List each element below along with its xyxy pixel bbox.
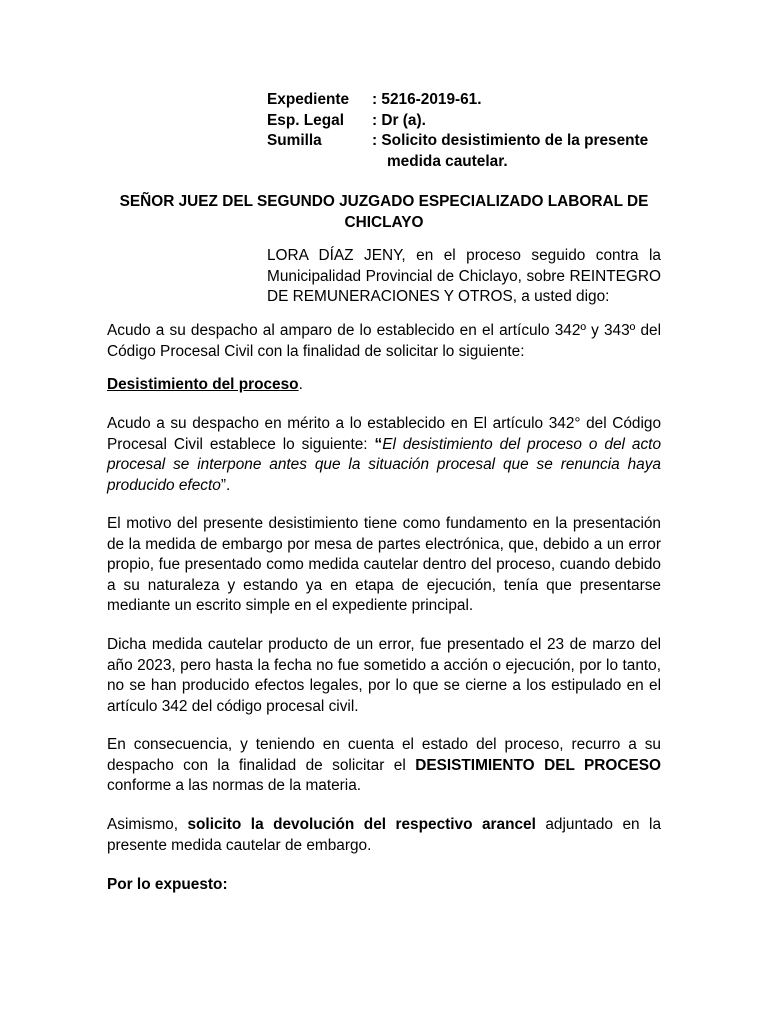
paragraph-6 [107,815,661,856]
paragraph-4 [107,635,661,717]
header-value: : Dr (a). [372,111,426,129]
closing-line [107,875,661,896]
paragraph-2 [107,414,661,496]
paragraph-5 [107,735,661,797]
paragraph-text: Acudo a su despacho en mérito a lo establecido en El artículo 342° del Código Procesal Civil establece lo siguiente: [107,415,661,453]
header-value-continuation: medida cautelar. [387,152,508,170]
paragraph-text: El motivo del presente desistimiento tiene como fundamento en la presentación de la medida de embargo por mesa de partes electrónica, que, debido a un error propio, fue presentado como medida cautelar dentro del proceso, cuando debido a su naturaleza y estando ya en etapa de ejecución, tenía que presentarse mediante un escrito simple en el expediente principal. [107,515,661,614]
header-value: : 5216-2019-61. [372,91,482,108]
paragraph-text: conforme a las normas de la materia. [107,777,362,794]
header-row-expediente [267,90,667,111]
paragraph-text: Acudo a su despacho al amparo de lo establecido en el artículo 342º y 343º del Código Procesal Civil con la finalidad de solicitar lo siguiente: [107,322,661,360]
bold-request: DESISTIMIENTO DEL PROCESO [415,756,661,774]
header-label: Sumilla [267,132,322,149]
paragraph-text: En consecuencia, y teniendo en cuenta el estado del proceso, recurro a su despacho con la finalidad de solicitar el [107,736,661,774]
paragraph-text: adjuntado en la presente medida cautelar de embargo. [107,816,662,854]
quote-close: ”. [220,476,231,494]
header-label: Esp. Legal [267,111,344,129]
section-heading-tail: . [298,376,303,393]
quote-open: “ [374,435,383,453]
case-header [267,90,667,172]
document-title: SEÑOR JUEZ DEL SEGUNDO JUZGADO ESPECIALIZADO LABORAL DE CHICLAYO [119,193,649,231]
header-label: Expediente [267,91,350,108]
legal-quote: El desistimiento del proceso o del acto procesal se interpone antes que la situación procesal que se renuncia haya producido efecto [107,435,662,494]
bold-request: solicito la devolución del respectivo arancel [187,816,536,833]
paragraph-text: Dicha medida cautelar producto de un error, fue presentado el 23 de marzo del año 2023, pero hasta la fecha no fue sometido a acción o ejecución, por lo tanto, no se han producido efectos legales, por lo que se cierne a los estipulado en el artículo 342 del código procesal civil. [107,636,661,715]
closing-text: Por lo expuesto: [107,876,228,893]
paragraph-3 [107,514,661,617]
header-row-sumilla-continuation [267,152,667,173]
header-row-esp-legal [267,111,667,132]
intro-paragraph: LORA DÍAZ JENY, en el proceso seguido contra la Municipalidad Provincial de Chiclayo, sobre REINTEGRO DE REMUNERACIONES Y OTROS, a usted digo: [267,247,661,305]
section-heading [107,375,661,396]
paragraph-1 [107,321,661,362]
header-value: : Solicito desistimiento de la presente [372,132,649,149]
paragraph-text: Asimismo, [107,816,188,833]
header-row-sumilla [267,131,667,152]
section-heading-text: Desistimiento del proceso [107,376,299,393]
